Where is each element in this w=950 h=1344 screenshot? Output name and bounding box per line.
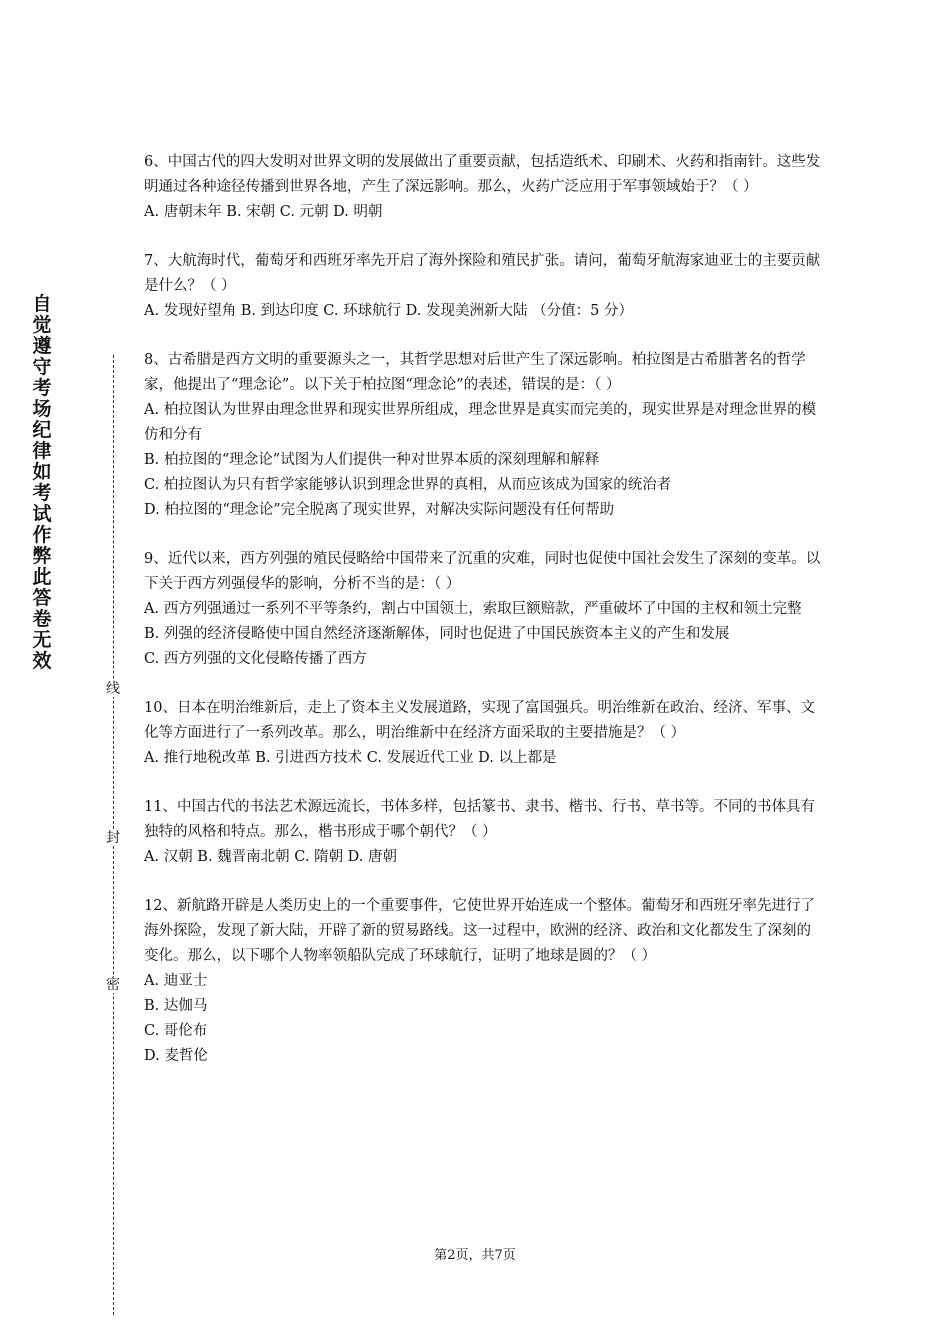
question-stem: 8、古希腊是西方文明的重要源头之一，其哲学思想对后世产生了深远影响。柏拉图是古希腊著名的哲学家，他提出了“理念论”。以下关于柏拉图“理念论”的表述，错误的是：（ ） [144,352,806,393]
question-options: A. 汉朝 B. 魏晋南北朝 C. 隋朝 D. 唐朝 [144,849,398,865]
question-6 [144,150,824,225]
question-stem: 9、近代以来，西方列强的殖民侵略给中国带来了沉重的灾难，同时也促使中国社会发生了深刻的变革。以下关于西方列强侵华的影响，分析不当的是：（ ） [144,551,821,592]
question-8 [144,348,824,523]
option-b: B. 柏拉图的“理念论”试图为人们提供一种对世界本质的深刻理解和解释 [144,452,600,468]
option-b: B. 达伽马 [144,998,208,1014]
option-c: C. 西方列强的文化侵略传播了西方 [144,651,367,667]
question-11 [144,795,824,870]
option-a: A. 柏拉图认为世界由理念世界和现实世界所组成，理念世界是真实而完美的，现实世界是对理念世界的模仿和分有 [144,402,817,443]
question-list [144,150,824,1093]
option-c: C. 柏拉图认为只有哲学家能够认识到理念世界的真相，从而应该成为国家的统治者 [144,477,672,493]
question-10 [144,696,824,771]
question-stem: 10、日本在明治维新后，走上了资本主义发展道路，实现了富国强兵。明治维新在政治、经济、军事、文化等方面进行了一系列改革。那么，明治维新中在经济方面采取的主要措施是？（ ） [144,700,815,741]
exam-rules-notice: 自觉遵守考场纪律如考试作弊此答卷无效 [32,293,52,672]
question-options: A. 发现好望角 B. 到达印度 C. 环球航行 D. 发现美洲新大陆 （分值：5 分） [144,303,633,319]
question-9 [144,547,824,672]
option-a: A. 西方列强通过一系列不平等条约，割占中国领土，索取巨额赔款，严重破坏了中国的主权和领土完整 [144,601,802,617]
question-stem: 11、中国古代的书法艺术源远流长，书体多样，包括篆书、隶书、楷书、行书、草书等。不同的书体具有独特的风格和特点。那么，楷书形成于哪个朝代？（ ） [144,799,815,840]
option-d: D. 麦哲伦 [144,1048,208,1064]
question-options: A. 推行地税改革 B. 引进西方技术 C. 发展近代工业 D. 以上都是 [144,750,557,766]
binding-label-feng: 封 [106,830,120,846]
question-stem: 7、大航海时代，葡萄牙和西班牙率先开启了海外探险和殖民扩张。请问，葡萄牙航海家迪亚士的主要贡献是什么？（ ） [144,253,821,294]
option-d: D. 柏拉图的“理念论”完全脱离了现实世界，对解决实际问题没有任何帮助 [144,502,615,518]
option-b: B. 列强的经济侵略使中国自然经济逐渐解体，同时也促进了中国民族资本主义的产生和发展 [144,626,730,642]
question-stem: 12、新航路开辟是人类历史上的一个重要事件，它使世界开始连成一个整体。葡萄牙和西班牙率先进行了海外探险，发现了新大陆，开辟了新的贸易路线。这一过程中，欧洲的经济、政治和文化都发生了深刻的变化。那么，以下哪个人物率领船队完成了环球航行，证明了地球是圆的？（ ） [144,898,815,964]
question-options: A. 唐朝末年 B. 宋朝 C. 元朝 D. 明朝 [144,204,383,220]
question-stem: 6、中国古代的四大发明对世界文明的发展做出了重要贡献，包括造纸术、印刷术、火药和指南针。这些发明通过各种途径传播到世界各地，产生了深远影响。那么，火药广泛应用于军事领域始于？（ ） [144,154,821,195]
binding-label-xian: 线 [106,681,120,697]
binding-label-mi: 密 [106,977,120,993]
option-c: C. 哥伦布 [144,1023,208,1039]
page-number: 第2页，共7页 [434,1248,516,1263]
option-a: A. 迪亚士 [144,973,208,989]
question-7 [144,249,824,324]
question-12 [144,894,824,1069]
